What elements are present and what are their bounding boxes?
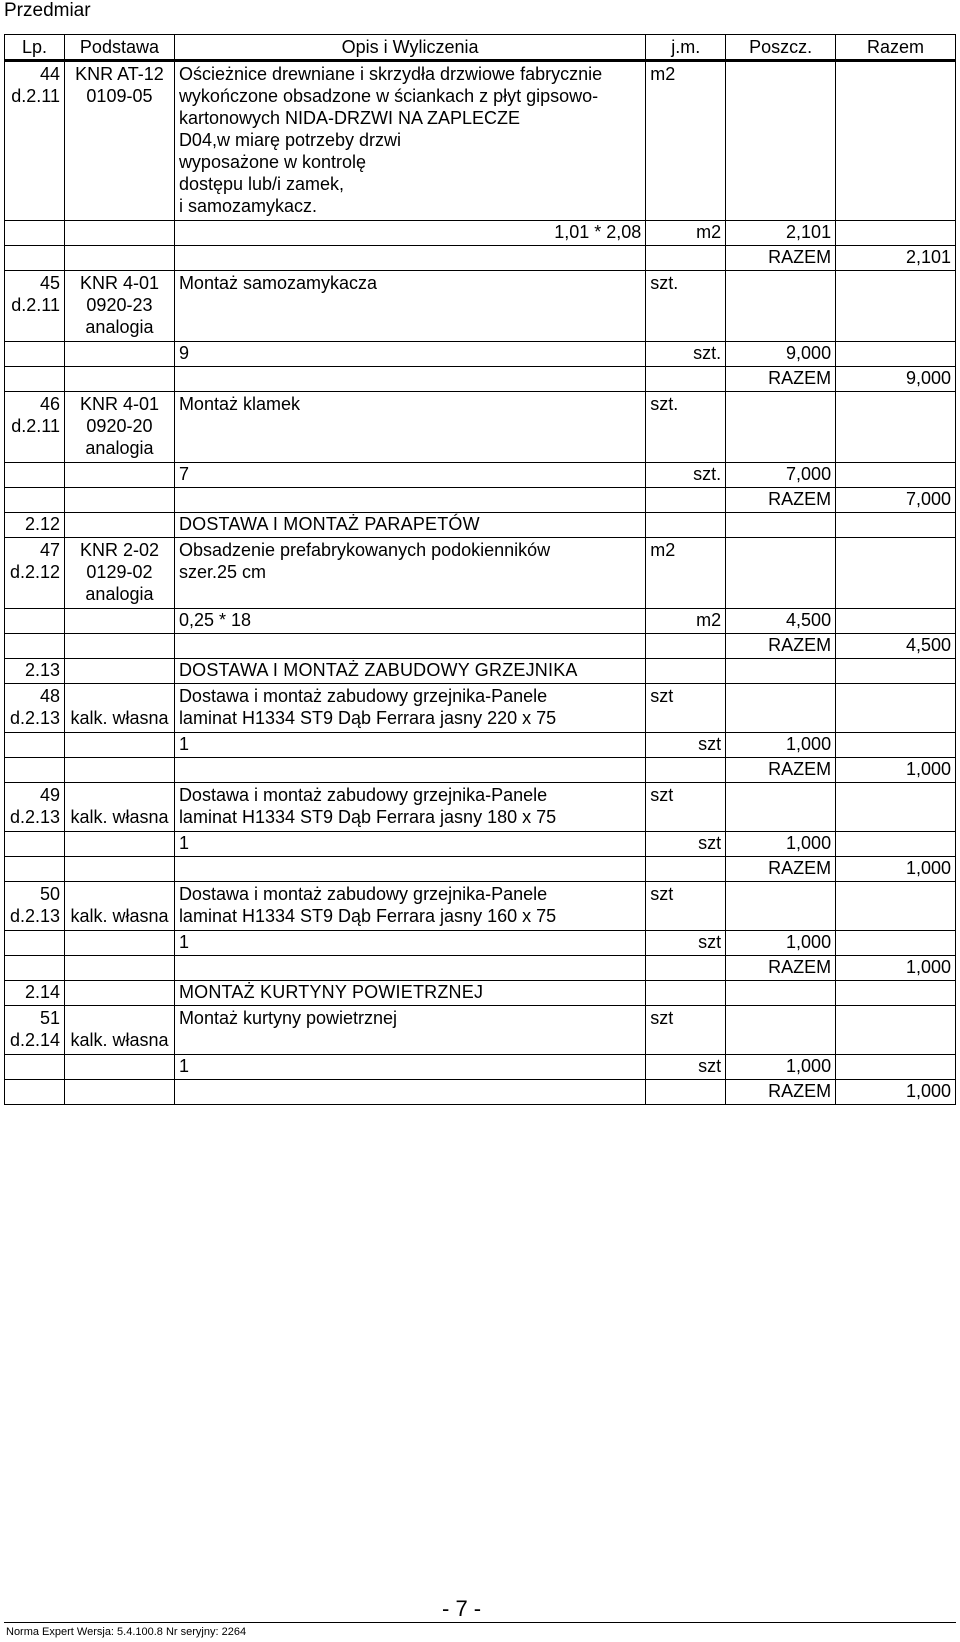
chapter-title: DOSTAWA I MONTAŻ ZABUDOWY GRZEJNIKA <box>174 659 645 684</box>
item-podstawa <box>64 392 174 463</box>
podstawa-line: analogia <box>85 317 154 337</box>
item-jm: szt <box>646 1006 726 1055</box>
calc-expression: 0,25 * 18 <box>174 609 645 634</box>
item-poszcz-empty <box>726 1006 836 1055</box>
item-razem-empty <box>836 783 956 832</box>
razem-row <box>5 758 956 783</box>
empty-cell <box>64 246 174 271</box>
calc-poszcz: 2,101 <box>726 221 836 246</box>
chapter-number: 2.13 <box>5 659 65 684</box>
przedmiar-table <box>4 34 956 1105</box>
item-number: 44 <box>39 64 60 84</box>
item-jm: szt. <box>646 271 726 342</box>
empty-cell <box>174 758 645 783</box>
empty-cell <box>64 733 174 758</box>
item-jm: szt <box>646 684 726 733</box>
empty-cell <box>64 832 174 857</box>
empty-cell <box>646 1080 726 1105</box>
empty-cell <box>5 246 65 271</box>
empty-cell <box>646 981 726 1006</box>
empty-cell <box>836 463 956 488</box>
empty-cell <box>64 634 174 659</box>
razem-row <box>5 246 956 271</box>
calc-row <box>5 221 956 246</box>
podstawa-line: kalk. własna <box>70 906 169 926</box>
empty-cell <box>5 758 65 783</box>
calc-row <box>5 931 956 956</box>
razem-label: RAZEM <box>726 367 836 392</box>
empty-cell <box>5 857 65 882</box>
calc-expression: 1 <box>174 733 645 758</box>
empty-cell <box>5 1055 65 1080</box>
empty-cell <box>64 931 174 956</box>
razem-value: 1,000 <box>836 857 956 882</box>
razem-label: RAZEM <box>726 246 836 271</box>
empty-cell <box>5 634 65 659</box>
empty-cell <box>646 634 726 659</box>
razem-row <box>5 488 956 513</box>
item-jm: szt <box>646 882 726 931</box>
page-number: - 7 - <box>442 1596 482 1621</box>
razem-value: 1,000 <box>836 956 956 981</box>
item-lp <box>5 684 65 733</box>
calc-poszcz: 9,000 <box>726 342 836 367</box>
document-title: Przedmiar <box>4 0 91 21</box>
razem-value: 1,000 <box>836 758 956 783</box>
empty-cell <box>64 956 174 981</box>
item-opis <box>174 882 645 931</box>
razem-label: RAZEM <box>726 857 836 882</box>
calc-row <box>5 609 956 634</box>
opis-line: laminat H1334 ST9 Dąb Ferrara jasny 220 x 75 <box>178 708 557 728</box>
item-razem-empty <box>836 271 956 342</box>
podstawa-line: KNR 4-01 <box>79 394 159 414</box>
empty-cell <box>726 981 836 1006</box>
chapter-number: 2.12 <box>5 513 65 538</box>
razem-value: 1,000 <box>836 1080 956 1105</box>
empty-cell <box>836 1055 956 1080</box>
calc-poszcz: 1,000 <box>726 733 836 758</box>
empty-cell <box>174 857 645 882</box>
calc-expression: 1,01 * 2,08 <box>174 221 645 246</box>
calc-jm: szt <box>646 931 726 956</box>
item-opis <box>174 538 645 609</box>
calc-jm: szt. <box>646 342 726 367</box>
podstawa-line: kalk. własna <box>70 1030 169 1050</box>
item-podstawa <box>64 271 174 342</box>
empty-cell <box>5 463 65 488</box>
podstawa-line: 0109-05 <box>86 86 153 106</box>
item-number: 51 <box>39 1008 60 1028</box>
item-lp <box>5 882 65 931</box>
calc-jm: szt. <box>646 463 726 488</box>
empty-cell <box>64 758 174 783</box>
chapter-row <box>5 659 956 684</box>
empty-cell <box>836 221 956 246</box>
podstawa-line: kalk. własna <box>70 807 169 827</box>
opis-line: szer.25 cm <box>178 562 266 582</box>
calc-row <box>5 832 956 857</box>
item-poszcz-empty <box>726 538 836 609</box>
calc-jm: m2 <box>646 609 726 634</box>
item-code: d.2.12 <box>9 562 60 582</box>
empty-cell <box>5 367 65 392</box>
calc-jm: szt <box>646 1055 726 1080</box>
empty-cell <box>5 609 65 634</box>
podstawa-line: analogia <box>85 438 154 458</box>
razem-label: RAZEM <box>726 1080 836 1105</box>
item-razem-empty <box>836 882 956 931</box>
podstawa-line: 0920-23 <box>86 295 153 315</box>
empty-cell <box>646 488 726 513</box>
item-poszcz-empty <box>726 61 836 221</box>
item-razem-empty <box>836 392 956 463</box>
empty-cell <box>646 857 726 882</box>
table-row <box>5 783 956 832</box>
empty-cell <box>836 609 956 634</box>
opis-line: i samozamykacz. <box>178 196 317 216</box>
empty-cell <box>726 659 836 684</box>
empty-cell <box>174 246 645 271</box>
calc-row <box>5 733 956 758</box>
opis-line: dostępu lub/i zamek, <box>178 174 345 194</box>
razem-label: RAZEM <box>726 634 836 659</box>
opis-line: Dostawa i montaż zabudowy grzejnika-Panele <box>178 884 548 904</box>
razem-value: 4,500 <box>836 634 956 659</box>
item-lp <box>5 271 65 342</box>
calc-row <box>5 463 956 488</box>
razem-label: RAZEM <box>726 488 836 513</box>
empty-cell <box>646 513 726 538</box>
calc-expression: 1 <box>174 832 645 857</box>
empty-cell <box>5 221 65 246</box>
item-poszcz-empty <box>726 271 836 342</box>
empty-cell <box>64 342 174 367</box>
footer-divider <box>4 1622 956 1623</box>
opis-line: laminat H1334 ST9 Dąb Ferrara jasny 180 x 75 <box>178 807 557 827</box>
chapter-number: 2.14 <box>5 981 65 1006</box>
opis-line: Dostawa i montaż zabudowy grzejnika-Panele <box>178 686 548 706</box>
item-razem-empty <box>836 61 956 221</box>
item-jm: m2 <box>646 538 726 609</box>
item-opis: Montaż klamek <box>174 392 645 463</box>
razem-value: 2,101 <box>836 246 956 271</box>
item-podstawa <box>64 882 174 931</box>
item-podstawa <box>64 684 174 733</box>
table-row <box>5 392 956 463</box>
item-opis: Montaż kurtyny powietrznej <box>174 1006 645 1055</box>
empty-cell <box>646 956 726 981</box>
item-lp <box>5 538 65 609</box>
item-razem-empty <box>836 1006 956 1055</box>
item-poszcz-empty <box>726 392 836 463</box>
item-jm: szt. <box>646 392 726 463</box>
razem-value: 7,000 <box>836 488 956 513</box>
table-row <box>5 61 956 221</box>
razem-label: RAZEM <box>726 956 836 981</box>
calc-poszcz: 7,000 <box>726 463 836 488</box>
calc-poszcz: 4,500 <box>726 609 836 634</box>
empty-cell <box>5 956 65 981</box>
opis-line: laminat H1334 ST9 Dąb Ferrara jasny 160 x 75 <box>178 906 557 926</box>
empty-cell <box>174 956 645 981</box>
item-podstawa <box>64 1006 174 1055</box>
empty-cell <box>836 733 956 758</box>
empty-cell <box>5 931 65 956</box>
header-razem: Razem <box>836 35 956 61</box>
table-row <box>5 538 956 609</box>
header-opis: Opis i Wyliczenia <box>174 35 645 61</box>
empty-cell <box>64 463 174 488</box>
empty-cell <box>64 367 174 392</box>
table-row <box>5 684 956 733</box>
opis-line: wyposażone w kontrolę <box>178 152 367 172</box>
empty-cell <box>64 221 174 246</box>
item-lp <box>5 1006 65 1055</box>
calc-row <box>5 1055 956 1080</box>
header-lp: Lp. <box>5 35 65 61</box>
item-number: 50 <box>39 884 60 904</box>
item-code: d.2.11 <box>11 86 60 106</box>
opis-line: D04,w miarę potrzeby drzwi <box>178 130 402 150</box>
podstawa-line: kalk. własna <box>70 708 169 728</box>
item-code: d.2.13 <box>9 807 60 827</box>
item-code: d.2.13 <box>9 906 60 926</box>
item-number: 45 <box>39 273 60 293</box>
empty-cell <box>646 758 726 783</box>
item-number: 49 <box>39 785 60 805</box>
item-lp <box>5 783 65 832</box>
chapter-row <box>5 981 956 1006</box>
empty-cell <box>646 246 726 271</box>
opis-line: kartonowych NIDA-DRZWI NA ZAPLECZE <box>178 108 521 128</box>
podstawa-line: KNR 2-02 <box>79 540 159 560</box>
razem-row <box>5 367 956 392</box>
header-jm: j.m. <box>646 35 726 61</box>
podstawa-line: 0129-02 <box>86 562 153 582</box>
item-code: d.2.13 <box>9 708 60 728</box>
table-row <box>5 882 956 931</box>
razem-row <box>5 956 956 981</box>
item-razem-empty <box>836 538 956 609</box>
empty-cell <box>646 367 726 392</box>
podstawa-line: 0920-20 <box>86 416 153 436</box>
empty-cell <box>5 733 65 758</box>
razem-row <box>5 857 956 882</box>
calc-expression: 1 <box>174 931 645 956</box>
empty-cell <box>64 981 174 1006</box>
empty-cell <box>5 832 65 857</box>
item-number: 46 <box>39 394 60 414</box>
empty-cell <box>836 981 956 1006</box>
calc-expression: 1 <box>174 1055 645 1080</box>
calc-jm: szt <box>646 832 726 857</box>
calc-poszcz: 1,000 <box>726 931 836 956</box>
item-code: d.2.11 <box>11 295 60 315</box>
footer-text: Norma Expert Wersja: 5.4.100.8 Nr seryjny: 2264 <box>6 1626 247 1638</box>
calc-row <box>5 342 956 367</box>
item-opis <box>174 783 645 832</box>
empty-cell <box>64 857 174 882</box>
calc-jm: szt <box>646 733 726 758</box>
table-row <box>5 1006 956 1055</box>
item-code: d.2.11 <box>11 416 60 436</box>
item-opis <box>174 684 645 733</box>
calc-expression: 9 <box>174 342 645 367</box>
opis-line: Obsadzenie prefabrykowanych podokienników <box>178 540 551 560</box>
header-podstawa: Podstawa <box>64 35 174 61</box>
calc-expression: 7 <box>174 463 645 488</box>
item-opis <box>174 61 645 221</box>
opis-line: wykończone obsadzone w ściankach z płyt gipsowo- <box>178 86 599 106</box>
item-podstawa <box>64 538 174 609</box>
empty-cell <box>64 1055 174 1080</box>
table-header <box>5 35 956 61</box>
item-poszcz-empty <box>726 783 836 832</box>
podstawa-line: analogia <box>85 584 154 604</box>
item-number: 47 <box>39 540 60 560</box>
empty-cell <box>836 513 956 538</box>
empty-cell <box>174 634 645 659</box>
item-lp <box>5 61 65 221</box>
podstawa-line: KNR 4-01 <box>79 273 159 293</box>
razem-row <box>5 634 956 659</box>
empty-cell <box>836 342 956 367</box>
item-jm: szt <box>646 783 726 832</box>
podstawa-line: KNR AT-12 <box>75 64 164 84</box>
chapter-title: MONTAŻ KURTYNY POWIETRZNEJ <box>174 981 645 1006</box>
item-opis: Montaż samozamykacza <box>174 271 645 342</box>
calc-poszcz: 1,000 <box>726 1055 836 1080</box>
chapter-title: DOSTAWA I MONTAŻ PARAPETÓW <box>174 513 645 538</box>
razem-row <box>5 1080 956 1105</box>
calc-poszcz: 1,000 <box>726 832 836 857</box>
item-podstawa <box>64 61 174 221</box>
empty-cell <box>64 609 174 634</box>
razem-label: RAZEM <box>726 758 836 783</box>
table-row <box>5 271 956 342</box>
empty-cell <box>836 659 956 684</box>
chapter-row <box>5 513 956 538</box>
empty-cell <box>64 513 174 538</box>
empty-cell <box>174 1080 645 1105</box>
item-podstawa <box>64 783 174 832</box>
empty-cell <box>646 659 726 684</box>
item-code: d.2.14 <box>9 1030 60 1050</box>
empty-cell <box>174 367 645 392</box>
item-number: 48 <box>39 686 60 706</box>
item-poszcz-empty <box>726 882 836 931</box>
item-razem-empty <box>836 684 956 733</box>
empty-cell <box>64 1080 174 1105</box>
razem-value: 9,000 <box>836 367 956 392</box>
empty-cell <box>836 832 956 857</box>
item-poszcz-empty <box>726 684 836 733</box>
opis-line: Ościeżnice drewniane i skrzydła drzwiowe fabrycznie <box>178 64 603 84</box>
opis-line: Dostawa i montaż zabudowy grzejnika-Panele <box>178 785 548 805</box>
header-poszcz: Poszcz. <box>726 35 836 61</box>
empty-cell <box>64 488 174 513</box>
empty-cell <box>64 659 174 684</box>
empty-cell <box>5 1080 65 1105</box>
empty-cell <box>726 513 836 538</box>
item-lp <box>5 392 65 463</box>
calc-jm: m2 <box>646 221 726 246</box>
empty-cell <box>174 488 645 513</box>
empty-cell <box>5 342 65 367</box>
item-jm: m2 <box>646 61 726 221</box>
empty-cell <box>5 488 65 513</box>
empty-cell <box>836 931 956 956</box>
